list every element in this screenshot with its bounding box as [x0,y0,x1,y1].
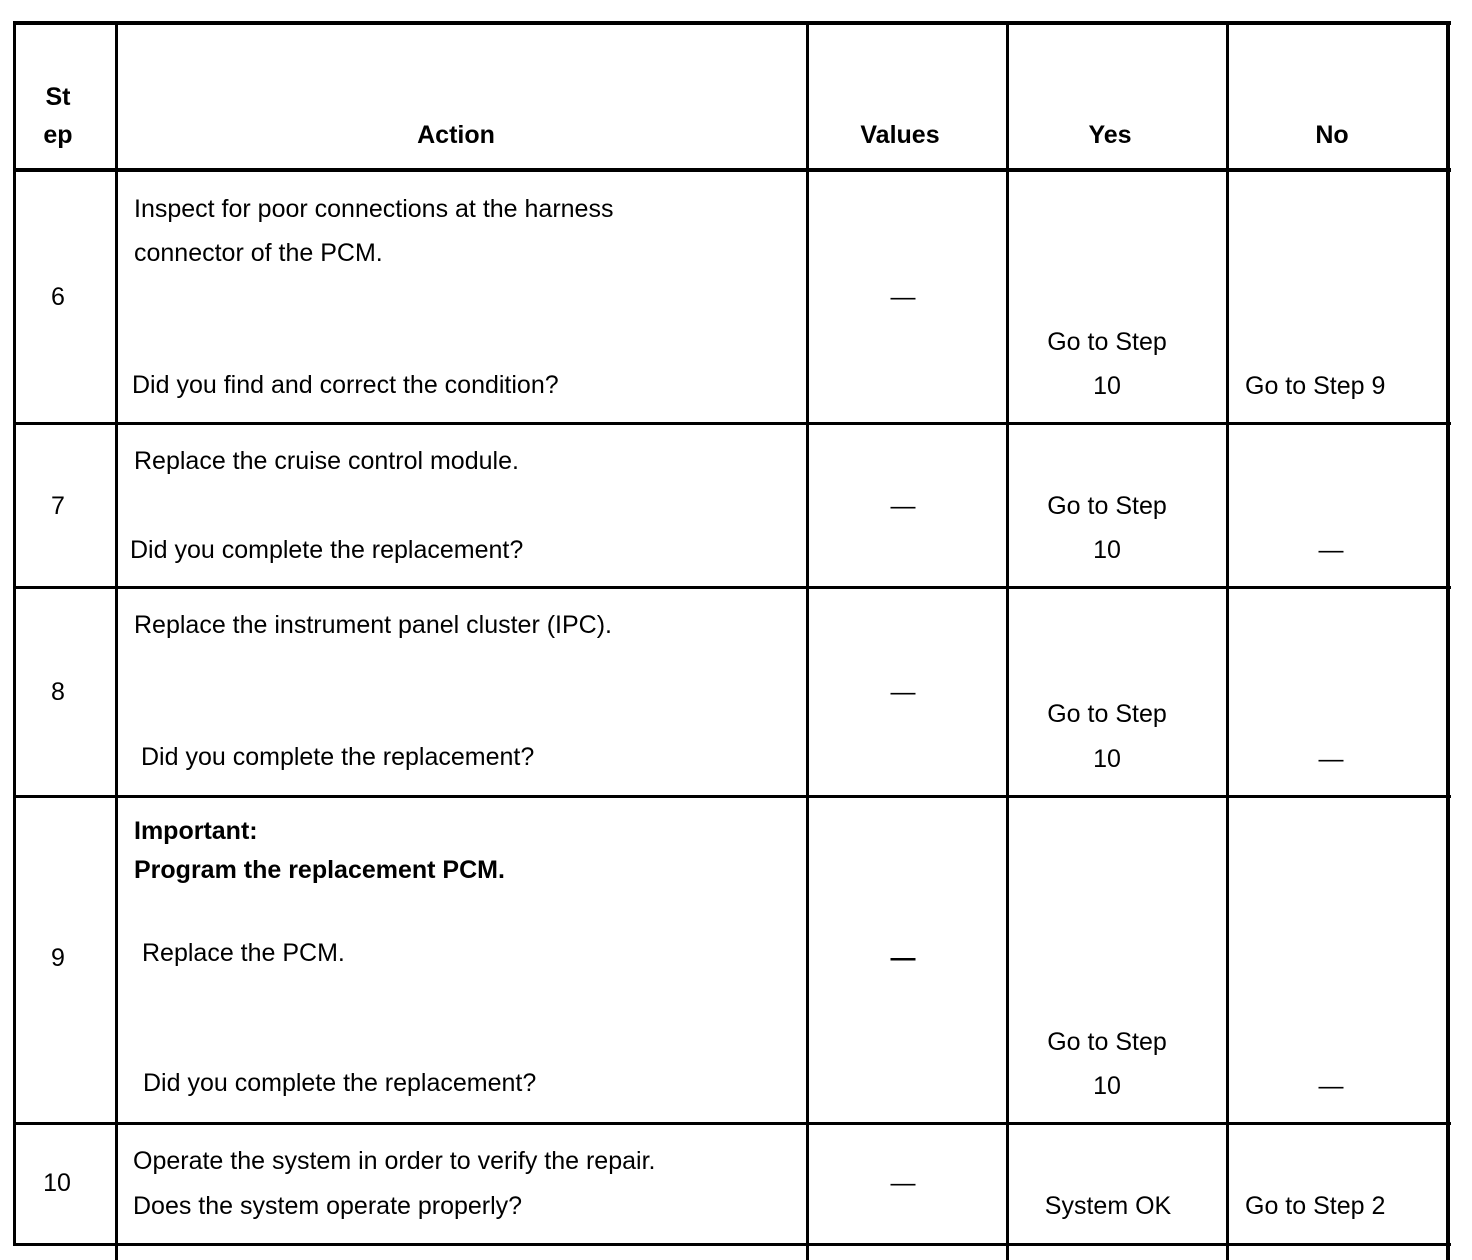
col-action-right-border [806,21,809,1260]
values-dash: — [890,944,916,972]
yes-result: Go to Step [1047,328,1167,356]
action-question: Did you complete the replacement? [143,1069,537,1097]
no-result: — [1318,745,1344,773]
row-7-bottom-border [13,586,1451,589]
row-8-bottom-border [13,795,1451,798]
action-text: Inspect for poor connections at the harness [134,195,614,223]
yes-result-step: 10 [1093,536,1121,564]
header-bottom-border [13,168,1451,172]
action-text: connector of the PCM. [134,239,383,267]
header-step-line1: St [45,83,71,111]
important-label: Important: [134,817,258,845]
yes-result: Go to Step [1047,1028,1167,1056]
table-bottom-border [13,1243,1451,1246]
no-result: — [1318,1072,1344,1100]
action-question: Does the system operate properly? [133,1192,523,1220]
yes-result: System OK [1044,1192,1172,1220]
header-action: Action [417,121,495,149]
yes-result-step: 10 [1093,1072,1121,1100]
no-result: Go to Step 9 [1245,372,1386,400]
important-text: Program the replacement PCM. [134,856,505,884]
col-step-right-border [115,21,118,1260]
values-dash: — [890,678,916,706]
header-yes: Yes [1088,121,1132,149]
no-result: — [1318,536,1344,564]
step-number: 10 [43,1169,71,1197]
action-question: Did you complete the replacement? [141,743,535,771]
step-number: 9 [51,944,65,972]
yes-result-step: 10 [1093,372,1121,400]
action-question: Did you find and correct the condition? [132,371,559,399]
yes-result-step: 10 [1093,745,1121,773]
header-no: No [1315,121,1349,149]
step-number: 8 [51,678,65,706]
action-text: Operate the system in order to verify the repair. [133,1147,656,1175]
step-number: 6 [51,283,65,311]
col-values-right-border [1006,21,1009,1260]
action-question: Did you complete the replacement? [130,536,524,564]
yes-result: Go to Step [1047,492,1167,520]
values-dash: — [890,1169,916,1197]
col-yes-right-border [1226,21,1229,1260]
header-step-line2: ep [43,121,73,149]
row-6-bottom-border [13,422,1451,425]
table-top-border [13,21,1451,25]
values-dash: — [890,283,916,311]
header-values: Values [860,121,940,149]
table-left-border [13,21,16,1246]
table-right-border [1446,21,1450,1260]
values-dash: — [890,492,916,520]
action-text: Replace the cruise control module. [134,447,519,475]
action-text: Replace the instrument panel cluster (IPC). [134,611,612,639]
row-9-bottom-border [13,1122,1451,1125]
no-result: Go to Step 2 [1245,1192,1386,1220]
yes-result: Go to Step [1047,700,1167,728]
step-number: 7 [51,492,65,520]
action-text: Replace the PCM. [142,939,345,967]
